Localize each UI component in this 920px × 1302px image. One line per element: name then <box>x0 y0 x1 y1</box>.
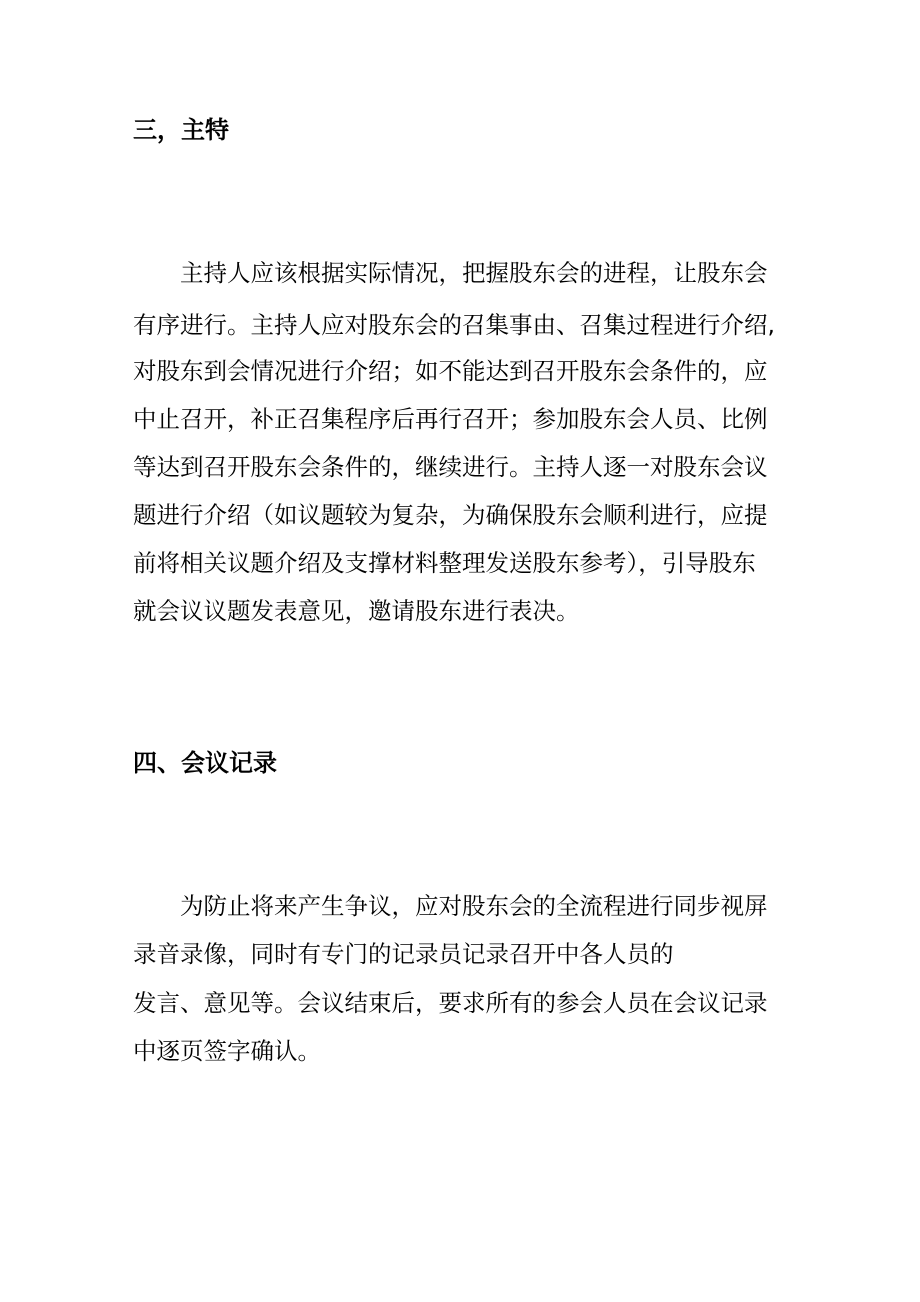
paragraph-line: 对股东到会情况进行介绍；如不能达到召开股东会条件的，应 <box>133 357 768 385</box>
section-3-heading: 三，主特 <box>133 116 229 144</box>
paragraph-line: 中止召开，补正召集程序后再行召开；参加股东会人员、比例 <box>133 405 768 433</box>
paragraph-line: 等达到召开股东会条件的，继续进行。主持人逐一对股东会议 <box>133 453 768 481</box>
paragraph-line: 发言、意见等。会议结束后，要求所有的参会人员在会议记录 <box>133 989 768 1017</box>
paragraph-line: 题进行介绍（如议题较为复杂，为确保股东会顺利进行，应提 <box>133 501 768 529</box>
paragraph-line: 中逐页签字确认。 <box>133 1037 321 1065</box>
paragraph-line: 前将相关议题介绍及支撑材料整理发送股东参考），引导股东 <box>133 549 756 577</box>
paragraph-line: 就会议议题发表意见，邀请股东进行表决。 <box>133 597 580 625</box>
paragraph-line: 录音录像，同时有专门的记录员记录召开中各人员的 <box>133 940 674 968</box>
paragraph-line: 为防止将来产生争议，应对股东会的全流程进行同步视屏 <box>180 892 768 920</box>
section-4-heading: 四、会议记录 <box>133 749 277 777</box>
paragraph-line: 主持人应该根据实际情况，把握股东会的进程，让股东会 <box>180 259 768 287</box>
paragraph-line: 有序进行。主持人应对股东会的召集事由、召集过程进行介绍, <box>133 311 775 339</box>
